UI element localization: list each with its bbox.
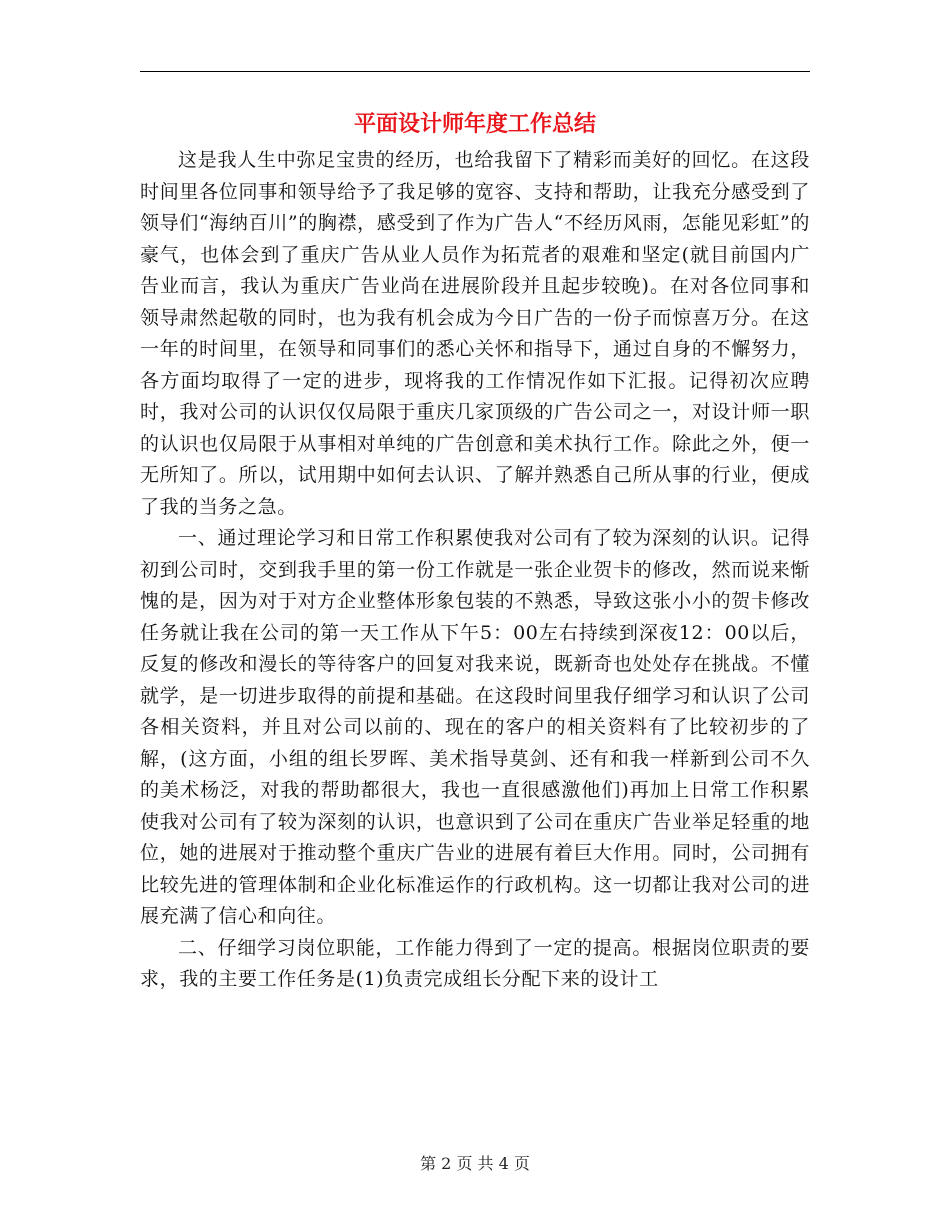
- header-rule: [140, 71, 810, 72]
- paragraph-intro: 这是我人生中弥足宝贵的经历，也给我留下了精彩而美好的回忆。在这段时间里各位同事和领导给予了我足够的宽容、支持和帮助，让我充分感受到了领导们“海纳百川”的胸襟，感受到了作为广告人“不经历风雨，怎能见彩虹”的豪气，也体会到了重庆广告从业人员作为拓荒者的艰难和坚定(就目前国内广告业而言，我认为重庆广告业尚在进展阶段并且起步较晚)。在对各位同事和领导肃然起敬的同时，也为我有机会成为今日广告的一份子而惊喜万分。在这一年的时间里，在领导和同事们的悉心关怀和指导下，通过自身的不懈努力，各方面均取得了一定的进步，现将我的工作情况作如下汇报。记得初次应聘时，我对公司的认识仅仅局限于重庆几家顶级的广告公司之一，对设计师一职的认识也仅局限于从事相对单纯的广告创意和美术执行工作。除此之外，便一无所知了。所以，试用期中如何去认识、了解并熟悉自己所从事的行业，便成了我的当务之急。: [140, 149, 810, 518]
- paragraph-section-one: 一、通过理论学习和日常工作积累使我对公司有了较为深刻的认识。记得初到公司时，交到我手里的第一份工作就是一张企业贺卡的修改，然而说来惭愧的是，因为对于对方企业整体形象包装的不熟悉，导致这张小小的贺卡修改任务就让我在公司的第一天工作从下午5：00左右持续到深夜12：00以后，反复的修改和漫长的等待客户的回复对我来说，既新奇也处处存在挑战。不懂就学，是一切进步取得的前提和基础。在这段时间里我仔细学习和认识了公司各相关资料，并且对公司以前的、现在的客户的相关资料有了比较初步的了解，(这方面，小组的组长罗晖、美术指导莫剑、还有和我一样新到公司不久的美术杨泛，对我的帮助都很大，我也一直很感激他们)再加上日常工作积累使我对公司有了较为深刻的认识，也意识到了公司在重庆广告业举足轻重的地位，她的进展对于推动整个重庆广告业的进展有着巨大作用。同时，公司拥有比较先进的管理体制和企业化标准运作的行政机构。这一切都让我对公司的进展充满了信心和向往。: [140, 527, 810, 927]
- page-number-footer: 第 2 页 共 4 页: [420, 1154, 530, 1173]
- paragraph-section-two: 二、仔细学习岗位职能，工作能力得到了一定的提高。根据岗位职责的要求，我的主要工作任务是(1)负责完成组长分配下来的设计工: [140, 936, 810, 990]
- document-body: [140, 145, 810, 996]
- document-title: 平面设计师年度工作总结: [353, 112, 596, 137]
